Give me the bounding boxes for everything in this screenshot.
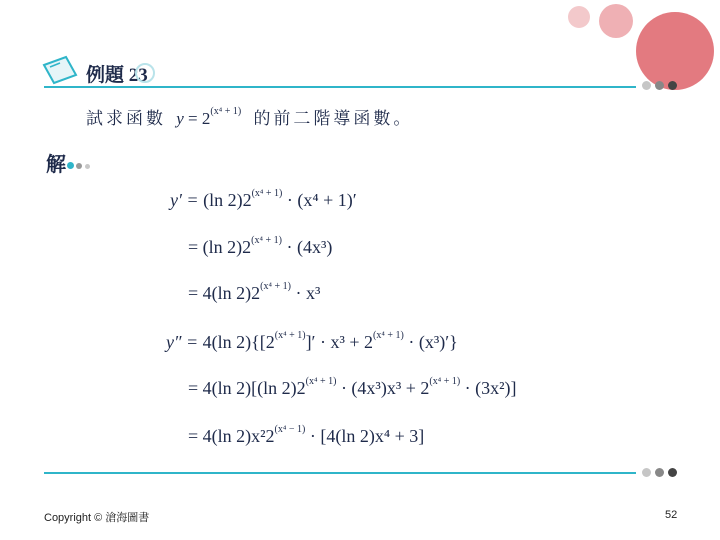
line-lhs: = [188,283,199,303]
header-divider-dot [668,81,677,90]
line-tail: · x³ [290,283,321,303]
example-title-number: 23 [128,65,148,86]
solution-line-4 [166,332,458,353]
decor-circle-small [568,6,590,28]
line-exponent: (x⁴ + 1) [274,330,306,341]
line-lhs: = [188,426,199,446]
solution-line-6 [188,426,424,447]
line-lhs: = [188,237,199,257]
footer-copyright: Copyright © 滄海圖書 [44,512,150,524]
line-tail: · (3x²)] [460,378,517,398]
footer-page-number: 52 [665,509,678,521]
line-tail: · (x⁴ + 1)′ [282,190,357,210]
line-rhs: (ln 2)2 [202,237,252,257]
line-exponent: (x⁴ + 1) [251,235,282,246]
title-dot-ring [135,63,155,83]
solution-line-1 [170,190,357,211]
line-mid: ]′ · x³ + 2 [305,332,374,352]
line-tail: · [4(ln 2)x⁴ + 3] [305,426,425,446]
problem-statement [86,104,413,129]
line-rhs: 4(ln 2)x²2 [202,426,275,446]
line-tail: · (4x³) [281,237,333,257]
line-exponent: (x⁴ + 1) [251,188,283,199]
solution-line-5 [188,378,517,399]
line-exponent: (x⁴ − 1) [274,424,306,435]
solution-dot [76,163,82,169]
problem-function-y: y [176,109,184,128]
solution-line-3 [188,283,320,304]
solution-dot [85,164,90,169]
line-exponent: (x⁴ + 1) [305,376,337,387]
line-rhs: 4(ln 2)[(ln 2)2 [202,378,306,398]
line-lhs: y″ = [166,332,199,352]
solution-line-2 [188,237,332,258]
line-rhs: (ln 2)2 [203,190,252,210]
line-tail: · (x³)′} [403,332,458,352]
footer-divider [44,472,636,474]
solution-label: 解 [46,154,66,176]
example-title-word: 例題 [86,65,125,86]
line-exponent: (x⁴ + 1) [260,281,291,292]
problem-equals: = [188,109,198,128]
problem-base: 2 [201,109,211,128]
line-lhs: = [188,378,199,398]
header-divider-dot [655,81,664,90]
problem-suffix: 的前二階導函數。 [253,109,414,128]
header-divider-dot [642,81,651,90]
example-badge-icon [42,55,78,85]
decor-circle-large [636,12,714,90]
line-lhs: y′ = [170,190,199,210]
problem-exponent: (x⁴ + 1) [210,106,242,118]
header-divider [44,86,636,88]
line-rhs: 4(ln 2){[2 [202,332,275,352]
footer-divider-dot [655,468,664,477]
line-rhs: 4(ln 2)2 [202,283,261,303]
line-exponent-2: (x⁴ + 1) [373,330,404,341]
solution-dot [67,162,74,169]
line-mid: · (4x³)x³ + 2 [336,378,430,398]
decor-circle-medium [599,4,633,38]
problem-prefix: 試求函數 [86,109,166,128]
line-exponent-2: (x⁴ + 1) [429,376,461,387]
footer-divider-dot [642,468,651,477]
footer-divider-dot [668,468,677,477]
